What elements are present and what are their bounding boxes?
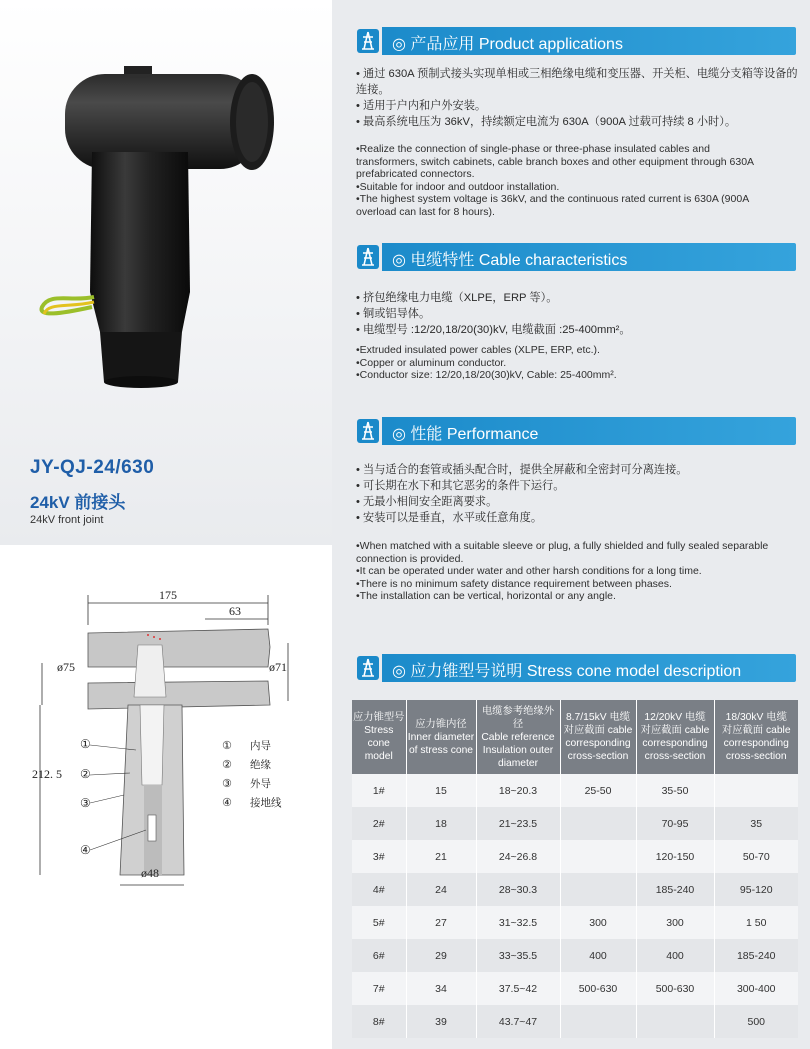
cable-cn [356, 290, 800, 338]
dim-right: 63 [229, 604, 241, 618]
header-line: cross-section [725, 751, 787, 762]
legend-label: 外导 [250, 778, 271, 790]
table-row [352, 873, 798, 906]
legend-num: ② [222, 758, 232, 771]
bullet-cn: • 电缆型号 :12/20,18/20(30)kV, 电缆截面 :25-400mm²。 [356, 324, 631, 336]
header-cell [636, 700, 714, 774]
header-line: diameter [497, 757, 539, 769]
section-title: ◎ 产品应用 Product applications [392, 36, 623, 53]
cable-en [356, 344, 800, 382]
dim-right-dia: ø71 [269, 660, 287, 674]
table-cell: 25-50 [560, 774, 636, 807]
marker-1: ① [80, 737, 91, 751]
section-title: ◎ 应力锥型号说明 Stress cone model description [392, 663, 742, 680]
bullet-cn: • 铜或铝导体。 [356, 308, 431, 320]
text-line: •There is no minimum safety distance requirement between phases. [356, 577, 672, 590]
applications-en [356, 143, 800, 218]
legend-num: ④ [222, 796, 232, 809]
table-cell: 6# [352, 939, 406, 972]
table-cell: 1 50 [714, 906, 798, 939]
product-model: JY-QJ-24/630 [30, 457, 155, 478]
table-cell: 185-240 [636, 873, 714, 906]
table-header-row [352, 700, 798, 774]
table-cell: 35 [714, 807, 798, 840]
table-cell: 31~32.5 [476, 906, 560, 939]
text-line: •Conductor size: 12/20,18/20(30)kV, Cable: 25-400mm². [356, 369, 617, 381]
dimension-drawing [20, 585, 330, 895]
header-line: cross-section [644, 751, 706, 762]
table-cell: 95-120 [714, 873, 798, 906]
left-column [0, 0, 332, 1049]
header-line: 8.7/15kV 电缆 [565, 712, 631, 723]
header-line: of stress cone [408, 744, 474, 756]
tower-icon [354, 241, 382, 273]
performance-en [356, 540, 800, 603]
header-cell [406, 700, 476, 774]
table-cell [560, 1005, 636, 1038]
product-title-cn: 24kV 前接头 [30, 493, 126, 512]
table-cell: 500-630 [560, 972, 636, 1005]
header-cell [476, 700, 560, 774]
header-cell [714, 700, 798, 774]
table-cell: 300 [636, 906, 714, 939]
text-line: •The installation can be vertical, horizontal or any angle. [356, 590, 616, 602]
table-cell: 2# [352, 807, 406, 840]
legend [222, 739, 282, 809]
right-column [332, 0, 810, 1049]
table-cell: 27 [406, 906, 476, 939]
text-line: •Extruded insulated power cables (XLPE, ERP, etc.). [356, 344, 600, 356]
tower-icon [354, 652, 382, 684]
section-header-cable [354, 243, 796, 271]
table-cell: 8# [352, 1005, 406, 1038]
header-line: Inner diameter [407, 731, 475, 743]
bullet-cn: • 安装可以是垂直，水平或任意角度。 [356, 512, 543, 524]
table-cell: 35-50 [636, 774, 714, 807]
table-cell: 21 [406, 840, 476, 873]
header-cell [352, 700, 406, 774]
table-cell: 29 [406, 939, 476, 972]
table-cell: 300 [560, 906, 636, 939]
table-cell: 7# [352, 972, 406, 1005]
header-line: corresponding [565, 738, 631, 749]
table-cell [560, 873, 636, 906]
header-line: 18/30kV 电缆 [725, 712, 787, 723]
bullet-cn: • 最高系统电压为 36kV，持续额定电流为 630A（900A 过载可持续 8 小时）。 [356, 116, 737, 128]
product-title-en: 24kV front joint [30, 514, 104, 526]
header-line: 应力锥内径 [415, 718, 467, 730]
legend-num: ③ [222, 777, 232, 790]
table-cell: 39 [406, 1005, 476, 1038]
text-line: connection is provided. [356, 552, 464, 565]
legend-label: 内导 [250, 740, 271, 752]
marker-3: ③ [80, 796, 91, 810]
tower-icon [354, 415, 382, 447]
text-line: •Realize the connection of single-phase or three-phase insulated cables and [356, 143, 710, 155]
table-cell: 43.7~47 [476, 1005, 560, 1038]
tower-icon [354, 25, 382, 57]
header-line: 电缆参考绝缘外径 [481, 705, 555, 730]
text-line: overload can last for 8 hours). [356, 205, 495, 218]
bullet-cn: • 可长期在水下和其它恶劣的条件下运行。 [356, 480, 565, 492]
table-cell: 70-95 [636, 807, 714, 840]
applications-cn [356, 66, 800, 130]
dim-total-width: 175 [159, 588, 177, 602]
header-line: 对应截面 cable [563, 725, 633, 736]
header-line: Stress cone [364, 725, 394, 749]
table-cell [636, 1005, 714, 1038]
table-cell [560, 807, 636, 840]
table-row [352, 807, 798, 840]
table-cell: 50-70 [714, 840, 798, 873]
header-cell [560, 700, 636, 774]
bullet-cn: • 挤包绝缘电力电缆（XLPE，ERP 等）。 [356, 292, 558, 304]
section-title: ◎ 电缆特性 Cable characteristics [392, 252, 628, 269]
table-cell: 400 [560, 939, 636, 972]
header-line: corresponding [723, 738, 789, 749]
table-cell: 400 [636, 939, 714, 972]
table-cell [714, 774, 798, 807]
dim-bottom-dia: ø48 [141, 866, 159, 880]
legend-num: ① [222, 739, 232, 752]
performance-cn [356, 462, 800, 526]
section-header-applications [354, 27, 796, 55]
table-cell: 3# [352, 840, 406, 873]
text-line: prefabricated connectors. [356, 168, 475, 180]
dim-height: 212. 5 [32, 767, 62, 781]
section-header-performance [354, 417, 796, 445]
table-cell: 300-400 [714, 972, 798, 1005]
header-line: model [364, 751, 393, 762]
bullet-cn: • 当与适合的套管或插头配合时，提供全屏蔽和全密封可分离连接。 [356, 464, 688, 476]
text-line: transformers, switch cabinets, cable branch boxes and other equipment through 630A [356, 155, 755, 168]
table-row [352, 972, 798, 1005]
table-cell: 15 [406, 774, 476, 807]
section-title: ◎ 性能 Performance [392, 426, 539, 443]
table-row [352, 774, 798, 807]
bullet-cn: • 适用于户内和户外安装。 [356, 100, 487, 112]
table-cell: 500-630 [636, 972, 714, 1005]
table-row [352, 1005, 798, 1038]
table-cell: 37.5~42 [476, 972, 560, 1005]
table-cell: 185-240 [714, 939, 798, 972]
marker-2: ② [80, 767, 91, 781]
table-cell: 24 [406, 873, 476, 906]
header-line: 对应截面 cable [640, 725, 710, 736]
table-cell: 28~30.3 [476, 873, 560, 906]
text-line: •It can be operated under water and other harsh conditions for a long time. [356, 565, 702, 577]
table-row [352, 906, 798, 939]
table-cell: 18 [406, 807, 476, 840]
legend-label: 接地线 [250, 797, 282, 809]
legend-label: 绝缘 [250, 759, 271, 771]
table-cell: 4# [352, 873, 406, 906]
table-cell: 24~26.8 [476, 840, 560, 873]
section-header-stress-cone [354, 654, 796, 682]
table-cell [560, 840, 636, 873]
text-line: •When matched with a suitable sleeve or plug, a fully shielded and fully sealed separable [356, 540, 769, 552]
table-row [352, 939, 798, 972]
bullet-cn: • 无最小相间安全距离要求。 [356, 496, 498, 508]
table-cell: 33~35.5 [476, 939, 560, 972]
text-line: •Copper or aluminum conductor. [356, 356, 507, 369]
text-line: •Suitable for indoor and outdoor installation. [356, 180, 560, 193]
table-cell: 120-150 [636, 840, 714, 873]
header-line: 应力锥型号 [353, 712, 405, 723]
table-cell: 500 [714, 1005, 798, 1038]
header-line: corresponding [642, 738, 708, 749]
header-line: Cable reference [481, 731, 555, 743]
connector-photo [20, 52, 320, 412]
header-line: 12/20kV 电缆 [644, 712, 706, 723]
text-line: •The highest system voltage is 36kV, and the continuous rated current is 630A (900A [356, 193, 750, 205]
dim-left-dia: ø75 [57, 660, 75, 674]
table-row [352, 840, 798, 873]
table-cell: 18~20.3 [476, 774, 560, 807]
stress-cone-table [352, 700, 798, 1038]
table-cell: 34 [406, 972, 476, 1005]
table-cell: 1# [352, 774, 406, 807]
header-line: Insulation outer [482, 744, 554, 756]
bullet-cn: • 通过 630A 预制式接头实现单相或三相绝缘电缆和变压器、开关柜、电缆分支箱等设备的连接。 [356, 68, 798, 96]
header-line: cross-section [567, 751, 629, 762]
header-line: 对应截面 cable [721, 725, 791, 736]
table-cell: 5# [352, 906, 406, 939]
marker-4: ④ [80, 843, 91, 857]
table-cell: 21~23.5 [476, 807, 560, 840]
